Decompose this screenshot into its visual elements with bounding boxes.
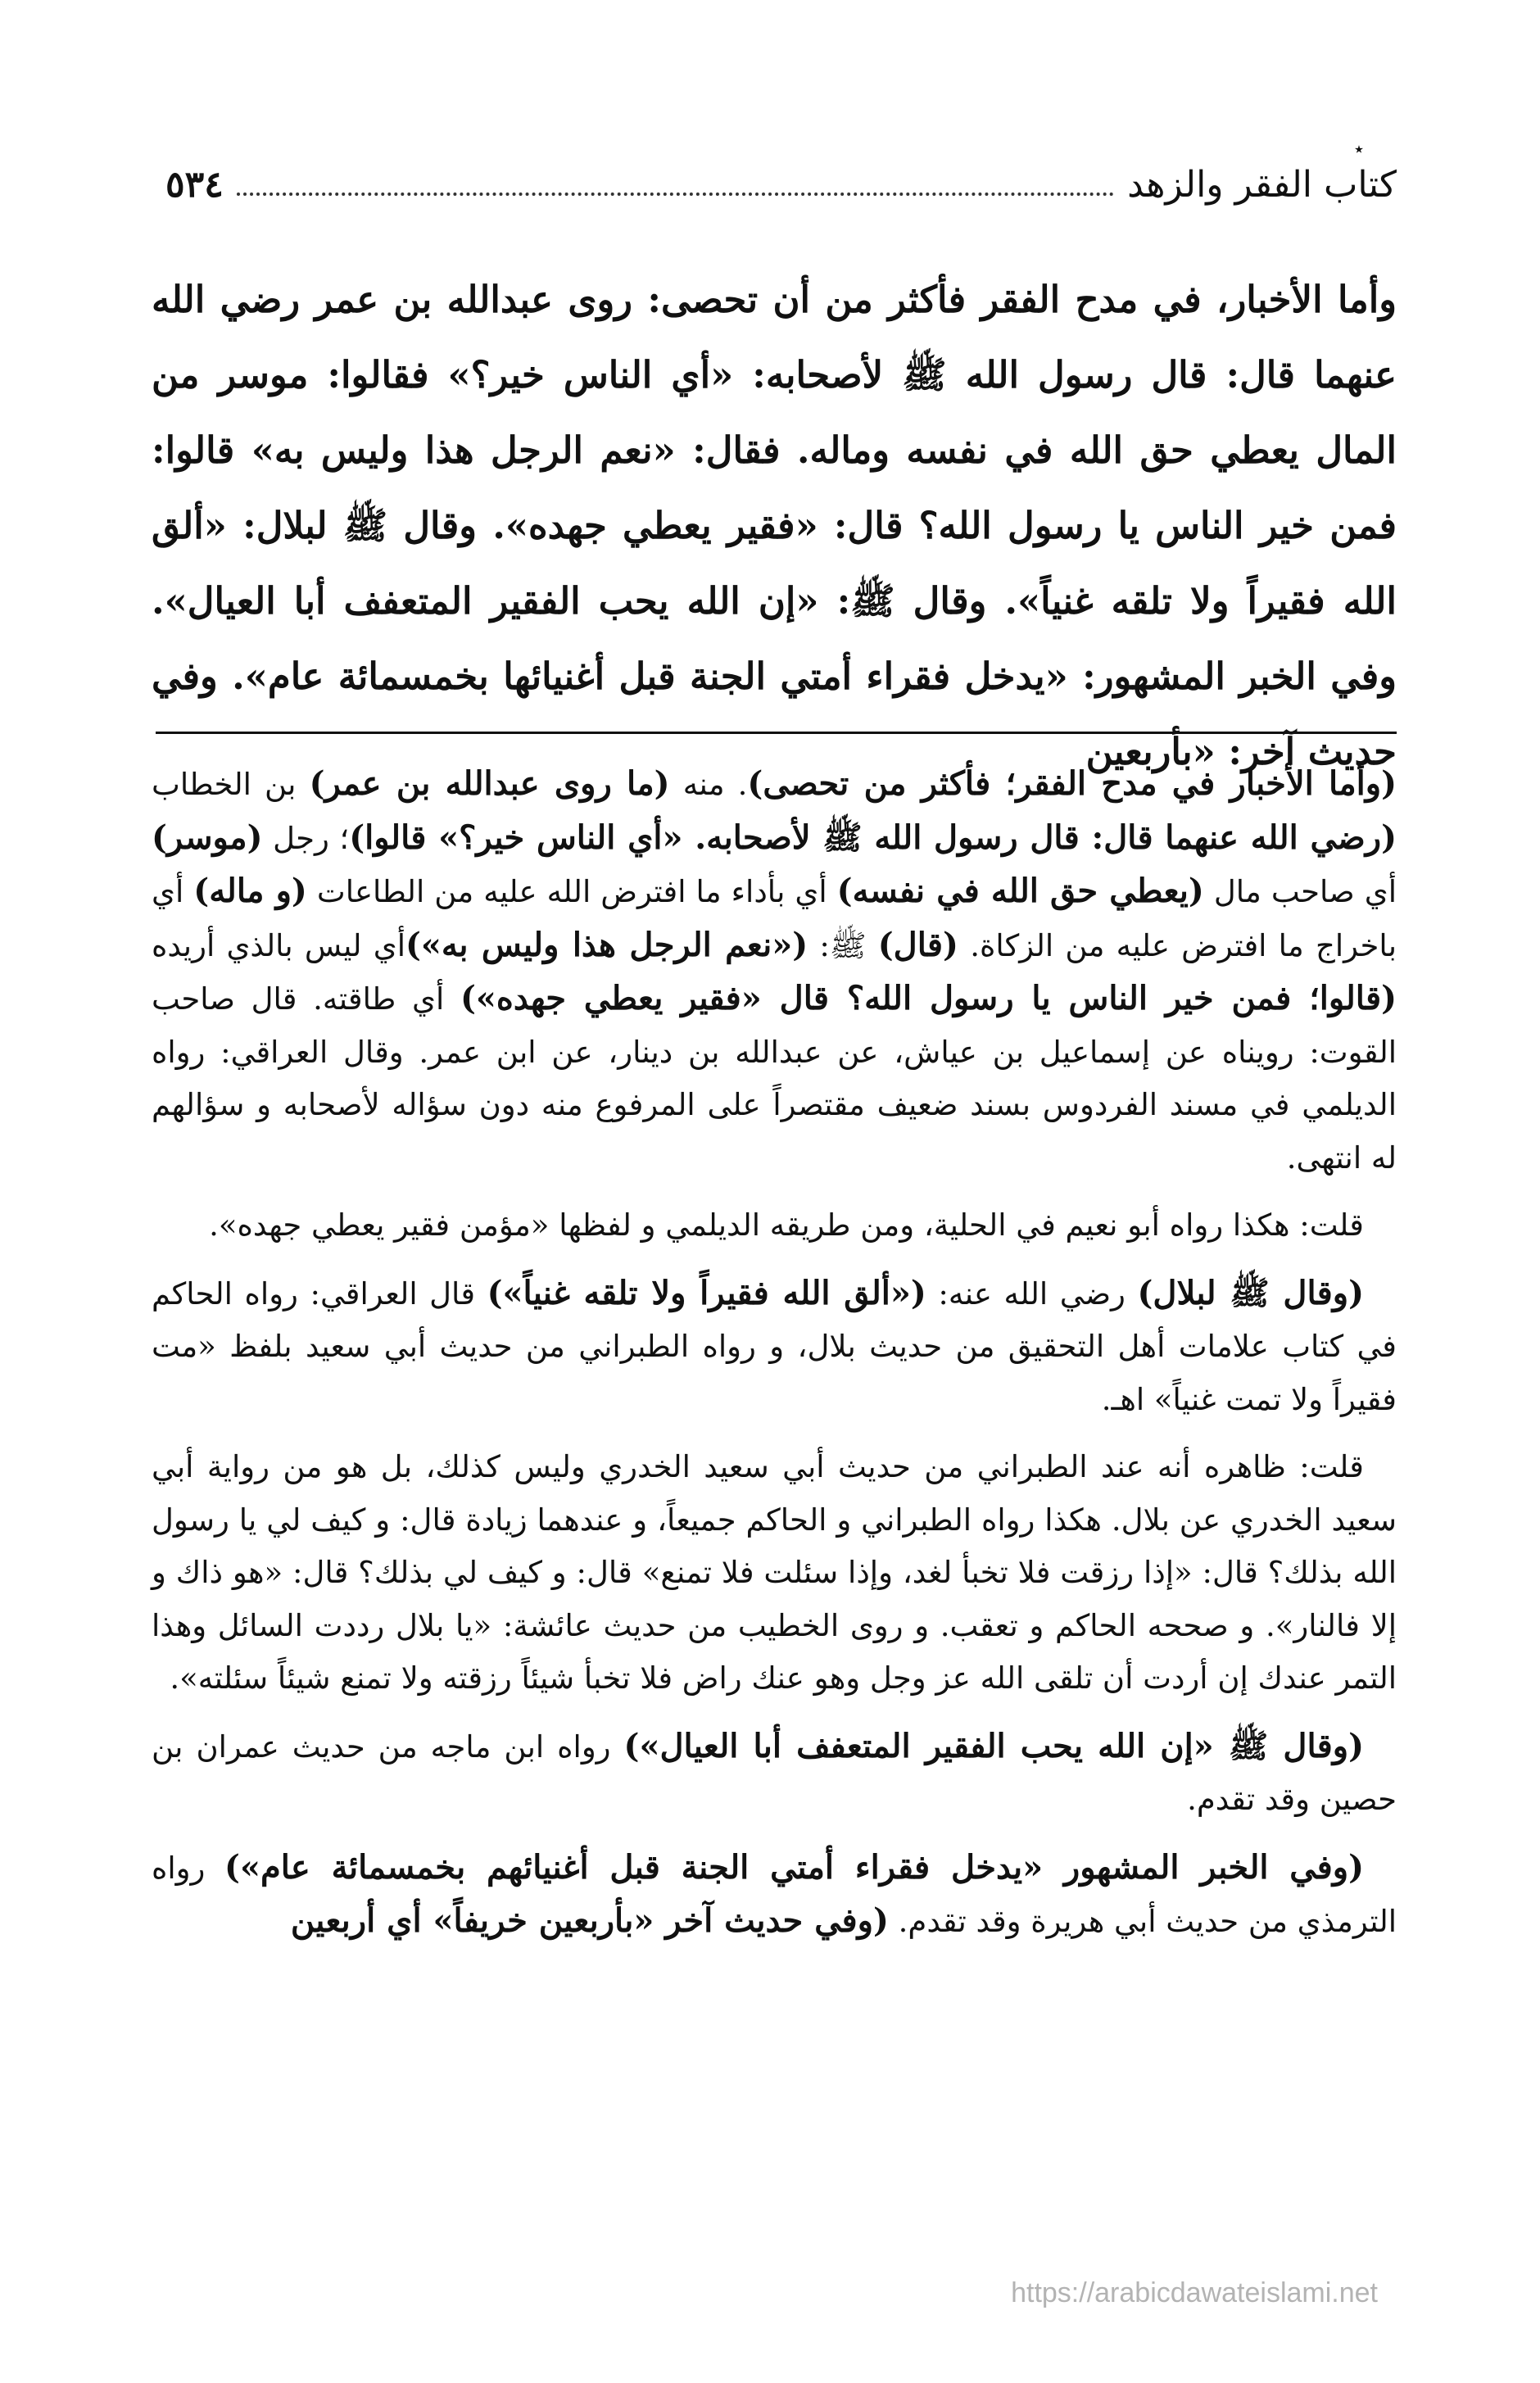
commentary-text: قلت: هكذا رواه أبو نعيم في الحلية، ومن طريقه الديلمي و لفظها «مؤمن فقير يعطي جهده».: [209, 1207, 1364, 1243]
quoted-text: (ما روى عبدالله بن عمر): [309, 764, 670, 803]
quoted-text: (وقال ﷺ لبلال): [1137, 1273, 1364, 1312]
page-header: [147, 156, 1397, 213]
commentary-text: رواه ابن ماجه من حديث عمران بن حصين وقد تقدم.: [152, 1728, 1397, 1817]
quoted-text: (و ماله): [193, 872, 307, 910]
quoted-text: («ألق الله فقيراً ولا تلقه غنياً»): [487, 1273, 926, 1312]
commentary-text: قلت: ظاهره أنه عند الطبراني من حديث أبي سعيد الخدري وليس كذلك، بل هو من رواية أبي سعيد الخدري عن بلال. هكذا رواه الطبراني و الحاكم جميعاً، و عندهما زيادة قال: و كيف لي يا رسول الله بذلك؟ قال: «إذا رزقت فلا تخبأ لغد، وإذا سئلت فلا تمنع» قال: و كيف لي بذلك؟ قال: «هو ذاك و إلا فالنار». و صححه الحاكم و تعقب. و روى الخطيب من حديث عائشة: «يا بلال رددت السائل وهذا التمر عندك إن أردت أن تلقى الله عز وجل وهو عنك راض فلا تخبأ شيئاً رزقته ولا تمنع شيئاً سئلته».: [152, 1449, 1397, 1696]
commentary-text: أي باخراج ما افترض عليه من الزكاة.: [152, 874, 1397, 963]
commentary-text: . منه: [669, 767, 748, 802]
commentary-paragraph: [152, 1720, 1397, 1827]
commentary-text: أي بأداء ما افترض الله عليه من الطاعات: [306, 874, 837, 909]
book-title: كتاب الفقر والزهد: [1127, 163, 1397, 206]
watermark: https://arabicdawateislami.net: [1011, 2277, 1378, 2308]
footnote-divider: [156, 732, 1397, 734]
commentary-paragraph: [152, 758, 1397, 1185]
commentary-paragraph: [152, 1267, 1397, 1427]
commentary-paragraph: [152, 1441, 1397, 1706]
main-text: وأما الأخبار، في مدح الفقر فأكثر من أن تحصى: روى عبدالله بن عمر رضي الله عنهما قال: قال رسول الله ﷺ لأصحابه: «أي الناس خير؟» فقالوا: موسر من المال يعطي حق الله في نفسه وماله. فقال: «نعم الرجل هذا وليس به» قالوا: فمن خير الناس يا رسول الله؟ قال: «فقير يعطي جهده». وقال ﷺ لبلال: «ألق الله فقيراً ولا تلقه غنياً». وقال ﷺ: «إن الله يحب الفقير المتعفف أبا العيال». وفي الخبر المشهور: «يدخل فقراء أمتي الجنة قبل أغنيائها بخمسمائة عام». وفي حديث آخر: «بأربعين: [152, 278, 1397, 773]
commentary-text: أي طاقته. قال صاحب القوت: رويناه عن إسماعيل بن عياش، عن عبدالله بن دينار، عن ابن عمر. وقال العراقي: رواه الديلمي في مسند الفردوس بسند ضعيف مقتصراً على المرفوع منه دون سؤاله لأصحابه و سؤالهم له انتهى.: [152, 981, 1397, 1176]
commentary-text: رواه الترمذي من حديث أبي هريرة وقد تقدم.: [152, 1850, 1397, 1939]
commentary-text: ؛ رجل: [262, 820, 350, 856]
dotted-leader: [237, 193, 1114, 196]
quoted-text: («نعم الرجل هذا وليس به»): [405, 925, 808, 964]
quoted-text: (قال): [877, 925, 958, 964]
header-asterisk: ٭: [1354, 139, 1364, 160]
commentary: [152, 758, 1397, 2232]
quoted-text: (موسر): [152, 818, 263, 857]
quoted-text: (رضي الله عنهما قال: قال رسول الله ﷺ لأصحابه. «أي الناس خير؟» قالوا): [349, 818, 1397, 857]
commentary-text: رضي الله عنه:: [926, 1275, 1138, 1312]
quoted-text: (يعطي حق الله في نفسه): [836, 872, 1204, 910]
commentary-text: أي صاحب مال: [1203, 874, 1397, 909]
commentary-text: قال العراقي: رواه الحاكم في كتاب علامات أهل التحقيق من حديث بلال، و رواه الطبراني من حديث أبي سعيد بلفظ «مت فقيراً ولا تمت غنياً» اهـ.: [152, 1275, 1397, 1417]
quoted-text: (قالوا؛ فمن خير الناس يا رسول الله؟ قال «فقير يعطي جهده»): [460, 979, 1397, 1017]
commentary-paragraph: [152, 1199, 1397, 1253]
page-number: ٥٣٤: [165, 163, 224, 206]
commentary-text: أي ليس بالذي أريده: [152, 927, 405, 963]
commentary-text: ﷺ:: [808, 927, 878, 963]
commentary-paragraph: [152, 1842, 1397, 1949]
commentary-text: بن الخطاب: [152, 767, 310, 802]
quoted-text: (وقال ﷺ «إن الله يحب الفقير المتعفف أبا العيال»): [623, 1726, 1364, 1765]
quoted-text: (وفي حديث آخر «بأربعين خريفاً» أي أربعين: [290, 1901, 889, 1940]
quoted-text: (وفي الخبر المشهور «يدخل فقراء أمتي الجنة قبل أغنيائهم بخمسمائة عام»): [224, 1847, 1364, 1887]
quoted-text: (وأما الأخبار في مدح الفقر؛ فأكثر من تحصى): [747, 764, 1397, 803]
